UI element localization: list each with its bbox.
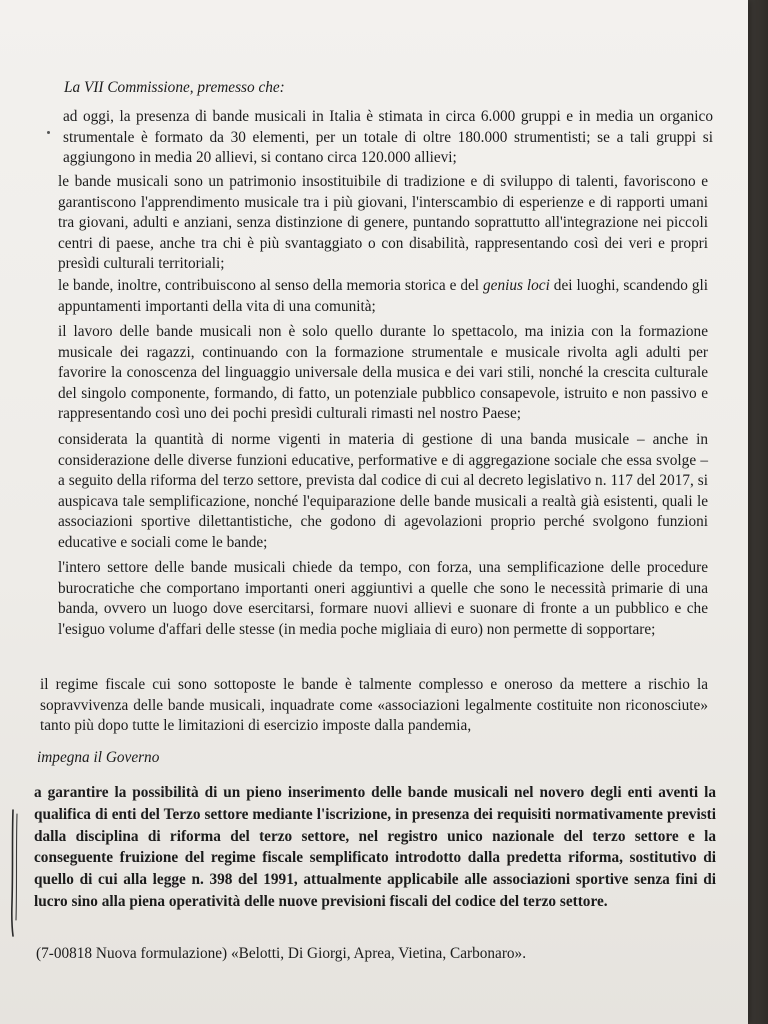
premise-paragraph-3: [58, 276, 708, 317]
premise-3-text-start: le bande, inoltre, contribuiscono al senso della memoria storica e del: [58, 277, 483, 294]
premise-paragraph-7: il regime fiscale cui sono sottoposte le bande è talmente complesso e oneroso da mettere a rischio la sopravvivenza delle bande musicali, inquadrate come «associazioni legalmente costituite non riconosciute» tanto più dopo tutte le limitazioni di esercizio imposte dalla pandemia,: [40, 676, 708, 734]
commitment-heading: impegna il Governo: [37, 749, 160, 766]
signature-line: (7-00818 Nuova formulazione) «Belotti, Di Giorgi, Aprea, Vietina, Carbonaro».: [36, 945, 527, 962]
premise-paragraph-5: considerata la quantità di norme vigenti in materia di gestione di una banda musicale – anche in considerazione delle diverse funzioni educative, performative e di aggregazione sociale che essa svolge – a seguito della riforma del terzo settore, prevista dal codice di cui al decreto legislativo n. 117 del 2017, si auspicava tale semplificazione, nonché l'equiparazione delle bande musicali a realtà già esistenti, quali le associazioni sportive dilettantistiche, che godono di agevolazioni proprio perché svolgono funzioni educative e sociali come le bande;: [58, 431, 708, 551]
commitment-paragraph: a garantire la possibilità di un pieno inserimento delle bande musicali nel novero degli enti aventi la qualifica di enti del Terzo settore mediante l'iscrizione, in presenza dei requisiti normativamente previsti dalla disciplina di riforma del terzo settore, nel registro unico nazionale del terzo settore e la conseguente fruizione del regime fiscale semplificato introdotto dalla predetta riforma, sostitutivo di quello di cui alla legge n. 398 del 1991, attualmente applicabile alle associazioni sportive senza fini di lucro sino alla piena operatività delle nuove previsioni fiscali del codice del terzo settore.: [34, 784, 716, 910]
premise-paragraph-2: le bande musicali sono un patrimonio insostituibile di tradizione e di sviluppo di talenti, favoriscono e garantiscono l'apprendimento musicale tra i più giovani, l'interscambio di esperienze e di rapporti umani tra giovani, adulti e anziani, senza distinzione di genere, puntando soprattutto all'integrazione nei piccoli centri di paese, anche tra chi è più svantaggiato o con disabilità, rappresentando così dei veri e propri presìdi culturali territoriali;: [58, 173, 708, 272]
genius-loci-italic: genius loci: [483, 277, 550, 294]
premise-paragraph-1: ad oggi, la presenza di bande musicali in Italia è stimata in circa 6.000 gruppi e in media un organico strumentale è formato da 30 elementi, per un totale di oltre 180.000 strumentisti; se a tali gruppi si aggiungono in media 20 allievi, si contano circa 120.000 allievi;: [63, 108, 713, 166]
ink-dot: [47, 131, 50, 134]
commission-heading: La VII Commissione, premesso che:: [64, 79, 285, 96]
premise-3-text-end: dei luoghi, scandendo gli appuntamenti importanti della vita di una comunità;: [58, 277, 708, 315]
premise-paragraph-6: l'intero settore delle bande musicali chiede da tempo, con forza, una semplificazione delle procedure burocratiche che comportano importanti oneri aggiuntivi a quelle che sono le necessità primarie di una banda, ovvero un luogo dove esercitarsi, formare nuovi allievi e suonare di fronte a un pubblico e che l'esiguo volume d'affari delle stesse (in media poche migliaia di euro) non permette di sopportare;: [58, 559, 708, 638]
handwritten-margin-mark: [5, 808, 25, 938]
premise-paragraph-4: il lavoro delle bande musicali non è solo quello durante lo spettacolo, ma inizia con la formazione musicale dei ragazzi, continuando con la formazione strumentale e musicale rivolta agli adulti per favorire la conoscenza del linguaggio universale della musica e dei vari stili, nonché la crescita culturale del singolo componente, formando, di fatto, un potenziale pubblico consapevole, istruito e non passivo e rappresentando così uno dei pochi presìdi culturali rimasti nel nostro Paese;: [58, 323, 708, 422]
